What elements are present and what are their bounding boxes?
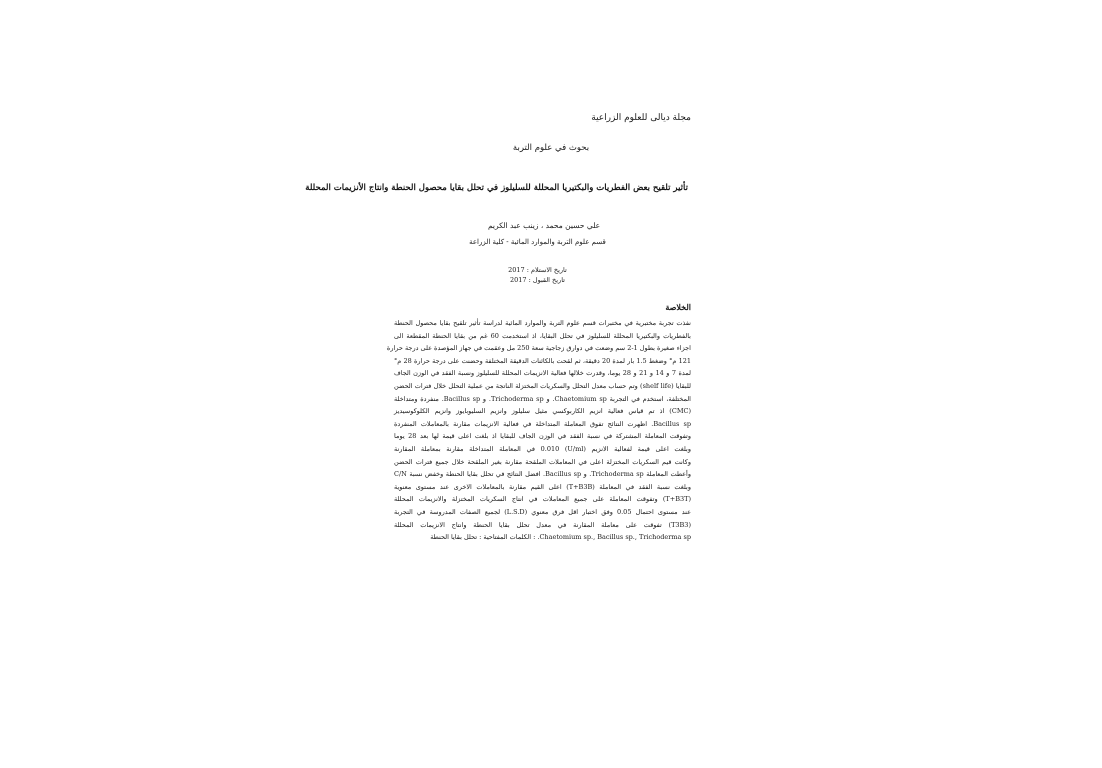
abstract-line: 121 م° وضغط 1.5 بار لمدة 20 دقيقة، ثم لقحت بالكائنات الدقيقة المختلفة وحضنت على درجة حرارة 28 م° xyxy=(394,356,692,365)
abstract-line: بالفطريات والبكتيريا المحللة للسليلوز في تحلل البقايا، اذ استخدمت 60 غم من بقايا الحنطة المقطعة الى xyxy=(394,331,691,340)
abstract-line: وأعطت المعاملة Trichoderma sp. و Bacillus sp. افضل النتائج في تحلل بقايا الحنطة وخفض نسبة C/N xyxy=(394,470,691,479)
abstract-line: (T+B3T) وتفوقت المعاملة على جميع المعاملات في انتاج السكريات المختزلة والانزيمات المحللة xyxy=(394,495,691,504)
abstract-line: المختلفة، استخدم في التجربة Chaetomium sp. و Trichoderma sp. و Bacillus sp. منفردة ومتداخلة xyxy=(394,394,691,403)
abstract-line: للبقايا (shelf life) وتم حساب معدل التحلل والسكريات المختزلة الناتجة من عملية التحلل خلال فترات الحضن xyxy=(394,381,691,390)
abstract-line: Bacillus sp. اظهرت النتائج تفوق المعاملة المتداخلة في فعالية الانزيمات مقارنة بالمعاملات المنفردة xyxy=(394,419,691,428)
abstract-line: وتفوقت المعاملة المشتركة في نسبة الفقد في الوزن الجاف للبقايا اذ بلغت اعلى قيمة لها بعد 28 يوما xyxy=(394,432,691,441)
section-label: بحوث في علوم التربة xyxy=(512,143,590,153)
abstract-line: نفذت تجربة مختبرية في مختبرات قسم علوم التربة والموارد المائية لدراسة تأثير تلقيح بقايا محصول الحنطة xyxy=(394,319,691,327)
abstract-line: وبلغت اعلى قيمة لفعالية الانزيم (U/ml) 0.010 في المعاملة المتداخلة مقارنة بمعاملة المقارنة xyxy=(394,444,692,453)
abstract-heading: الخلاصة xyxy=(665,302,691,312)
authors: علي حسين محمد ، زينب عبد الكريم xyxy=(487,221,601,230)
paper-title: تأثير تلقيح بعض الفطريات والبكتيريا المحللة للسليلوز في تحلل بقايا محصول الحنطة وانتاج الأنزيمات المحللة xyxy=(305,183,688,193)
journal-header: مجلة ديالى للعلوم الزراعية xyxy=(591,113,691,123)
abstract-line: (T3B3) تفوقت على معاملة المقارنة في معدل تحلل بقايا الحنطة وانتاج الانزيمات المحللة xyxy=(394,520,691,529)
abstract-line: عند مستوى احتمال 0.05 وفق اختبار اقل فرق معنوي (L.S.D) لجميع الصفات المدروسة في التجربة xyxy=(394,507,691,516)
abstract-line: وبلغت نسبة الفقد في المعاملة (T+B3B) اعلى القيم مقارنة بالمعاملات الاخرى عند مستوى معنوية xyxy=(394,482,691,491)
accepted-date: تاريخ القبول : 2017 xyxy=(510,276,565,284)
abstract-line: (CMC) اذ تم قياس فعالية انزيم الكاربوكسي مثيل سليلوز وانزيم السليوبايوز وانزيم الكلوكوسيديز xyxy=(394,407,691,416)
abstract-line: وكانت قيم السكريات المختزلة اعلى في المعاملات الملقحة مقارنة بغير الملقحة خلال جميع فترات الحضن xyxy=(394,457,691,466)
received-date: تاريخ الاستلام : 2017 xyxy=(508,266,567,274)
abstract-line: لمدة 7 و 14 و 21 و 28 يوما، وقدرت خلالها فعالية الانزيمات المحللة للسليلوز ونسبة الفقد في الوزن الجاف xyxy=(394,369,692,378)
affiliation: قسم علوم التربة والموارد المائية - كلية الزراعة xyxy=(469,238,606,246)
abstract-line: اجزاء صغيرة بطول 1-2 سم وضعت في دوارق زجاجية سعة 250 مل وعقمت في جهاز المؤصدة على درجة حرارة xyxy=(386,344,691,353)
abstract-body xyxy=(386,317,692,544)
abstract-line: Chaetomium sp., Bacillus sp., Trichoderma sp. : الكلمات المفتاحية : تحلل بقايا الحنطة xyxy=(430,533,691,542)
